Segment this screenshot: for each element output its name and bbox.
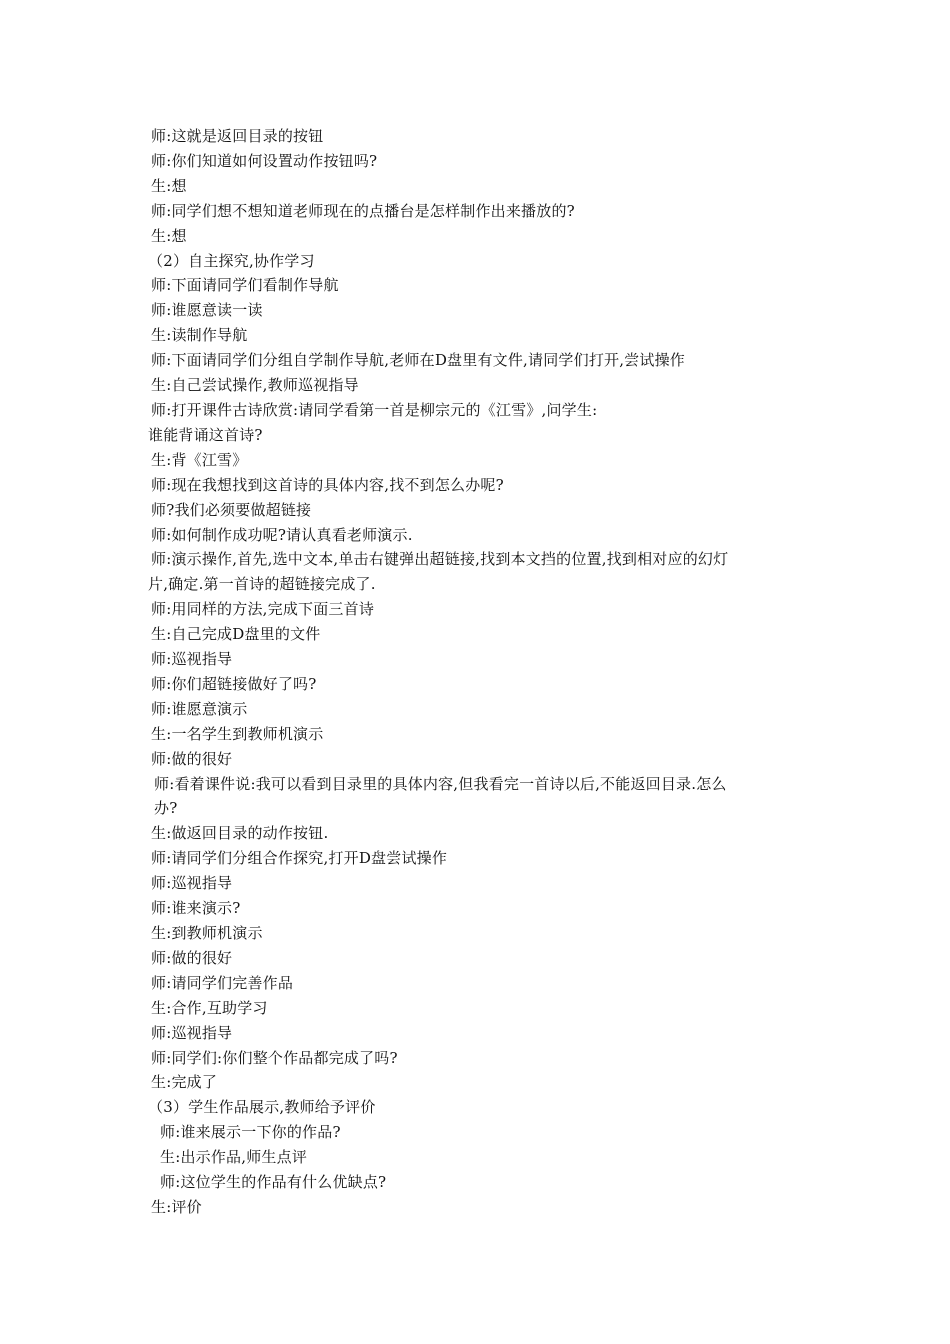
- text-line: 师:这位学生的作品有什么优缺点?: [160, 1173, 387, 1192]
- text-line: 师:同学们想不想知道老师现在的点播台是怎样制作出来播放的?: [151, 201, 575, 220]
- text-line: 生:出示作品,师生点评: [160, 1148, 308, 1167]
- text-line: 生:合作,互助学习: [151, 998, 268, 1017]
- text-line: 生:自己完成D盘里的文件: [151, 625, 321, 644]
- text-line: 师:做的很好: [151, 749, 233, 768]
- text-line: （2）自主探究,协作学习: [148, 251, 315, 270]
- text-line: 师:你们超链接做好了吗?: [151, 674, 317, 693]
- text-line: 谁能背诵这首诗?: [148, 425, 263, 444]
- text-line: 生:读制作导航: [151, 326, 248, 345]
- text-line: 生:评价: [151, 1197, 202, 1216]
- text-line: 师:谁来演示?: [151, 899, 241, 918]
- text-line: 师:下面请同学们看制作导航: [151, 276, 339, 295]
- text-line: 师:请同学们分组合作探究,打开D盘尝试操作: [151, 849, 448, 868]
- text-line: 师:你们知道如何设置动作按钮吗?: [151, 151, 378, 170]
- text-line: 师:巡视指导: [151, 874, 233, 893]
- document-body: [148, 124, 813, 1220]
- text-line: 师:打开课件古诗欣赏:请同学看第一首是柳宗元的《江雪》,问学生:: [151, 400, 598, 419]
- text-line: 生:完成了: [151, 1073, 218, 1092]
- text-line: 师:谁来展示一下你的作品?: [160, 1123, 341, 1142]
- text-line: 生:背《江雪》: [151, 450, 248, 469]
- text-line: 师:现在我想找到这首诗的具体内容,找不到怎么办呢?: [151, 475, 504, 494]
- text-line: 生:做返回目录的动作按钮.: [151, 824, 329, 843]
- text-line: 师:谁愿意演示: [151, 699, 248, 718]
- text-line: 师:巡视指导: [151, 1023, 233, 1042]
- text-line: 师:下面请同学们分组自学制作导航,老师在D盘里有文件,请同学们打开,尝试操作: [151, 351, 685, 370]
- text-line: 生:想: [151, 176, 187, 195]
- text-line: 师:谁愿意读一读: [151, 301, 263, 320]
- text-line: 片,确定.第一首诗的超链接完成了.: [148, 575, 376, 594]
- text-line: 师:这就是返回目录的按钮: [151, 127, 324, 145]
- text-line: 师:巡视指导: [151, 650, 233, 669]
- text-line: 师:如何制作成功呢?请认真看老师演示.: [151, 525, 413, 544]
- text-line: 生:想: [151, 226, 187, 245]
- text-line: 生:到教师机演示: [151, 924, 263, 942]
- text-line: （3）学生作品展示,教师给予评价: [148, 1098, 376, 1117]
- text-line: 师?我们必须要做超链接: [151, 500, 312, 519]
- text-line: 生:一名学生到教师机演示: [151, 724, 324, 743]
- text-line: 生:自己尝试操作,教师巡视指导: [151, 376, 359, 395]
- text-line: 师:演示操作,首先,选中文本,单击右键弹出超链接,找到本文挡的位置,找到相对应的幻灯: [151, 550, 729, 569]
- text-line: 师:看着课件说:我可以看到目录里的具体内容,但我看完一首诗以后,不能返回目录.怎么: [154, 774, 727, 793]
- text-line: 师:请同学们完善作品: [151, 973, 294, 992]
- text-line: 师:同学们:你们整个作品都完成了吗?: [151, 1048, 398, 1067]
- text-line: 师:做的很好: [151, 948, 233, 967]
- text-line: 办?: [154, 799, 178, 818]
- text-line: 师:用同样的方法,完成下面三首诗: [151, 600, 375, 619]
